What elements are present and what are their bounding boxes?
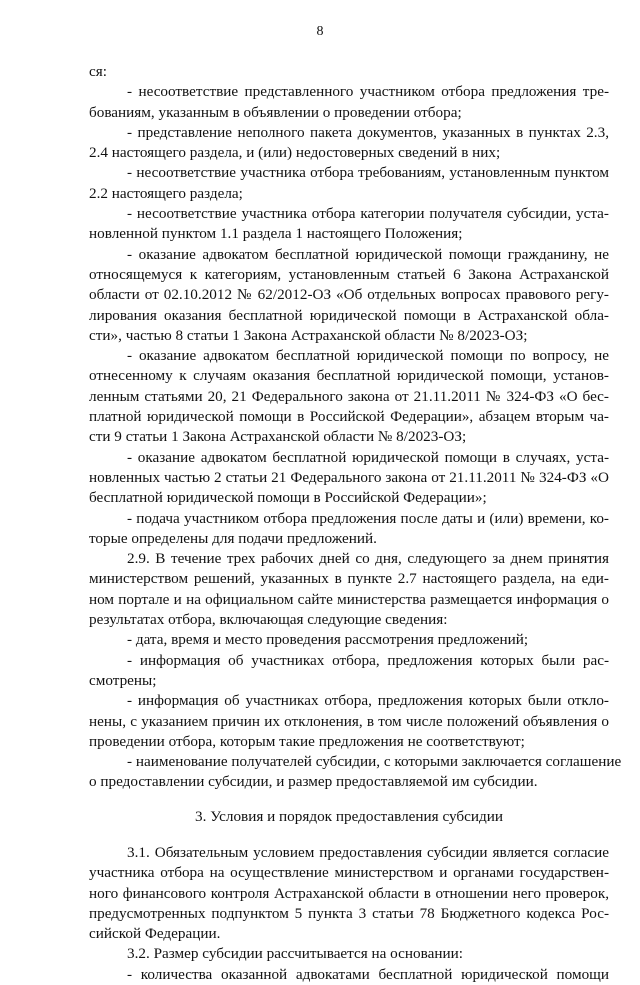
text-line: новленной пунктом 1.1 раздела 1 настоящего Положения; xyxy=(89,225,463,243)
text-line: лирования оказания бесплатной юридической помощи в Астраханской обла- xyxy=(89,306,609,324)
text-line: участника отбора на осуществление министерством и органами государствен- xyxy=(89,864,609,882)
text-line: проведении отбора, которым такие предложения не соответствуют; xyxy=(89,732,525,750)
text-line: - наименование получателей субсидии, с которыми заключается соглашение xyxy=(127,753,622,771)
text-line: бесплатной юридической помощи в Российской Федерации»; xyxy=(89,489,487,507)
text-line: ся: xyxy=(89,63,107,80)
page-number: 8 xyxy=(316,24,324,39)
text-line: сти», частью 8 статьи 1 Закона Астраханской области № 8/2023-ОЗ; xyxy=(89,326,528,344)
text-line: - несоответствие участника отбора категории получателя субсидии, уста- xyxy=(127,205,609,223)
text-line: результатах отбора, включающая следующие сведения: xyxy=(89,611,448,629)
text-line: - информация об участниках отбора, предложения которых были рас- xyxy=(127,651,609,669)
text-line: - оказание адвокатом бесплатной юридической помощи гражданину, не xyxy=(127,245,609,263)
text-line: платной юридической помощи в Российской Федерации», абзацем вторым ча- xyxy=(89,408,609,426)
text-line: - оказание адвокатом бесплатной юридической помощи по вопросу, не xyxy=(127,347,609,365)
text-line: 3.1. Обязательным условием предоставления субсидии является согласие xyxy=(127,843,609,861)
text-line: о предоставлении субсидии, и размер предоставляемой им субсидии. xyxy=(89,773,538,791)
text-line: - представление неполного пакета документов, указанных в пунктах 2.3, xyxy=(127,123,609,141)
text-line: ленным статьями 20, 21 Федерального закона от 21.11.2011 № 324-ФЗ «О бес- xyxy=(89,387,609,405)
text-line: ном портале и на официальном сайте министерства размещается информация о xyxy=(89,590,609,608)
text-line: - количества оказанной адвокатами бесплатной юридической помощи xyxy=(127,965,609,983)
text-line: бованиям, указанным в объявлении о проведении отбора; xyxy=(89,103,462,121)
text-line: предусмотренных подпунктом 5 пункта 3 статьи 78 Бюджетного кодекса Рос- xyxy=(89,904,609,922)
text-line: - информация об участниках отбора, предложения которых были откло- xyxy=(127,692,609,710)
text-line: 3.2. Размер субсидии рассчитывается на основании: xyxy=(127,945,463,963)
text-line: - несоответствие участника отбора требованиям, установленным пунктом xyxy=(127,164,609,182)
section-heading: 3. Условия и порядок предоставления субсидии xyxy=(195,807,503,825)
document-body xyxy=(89,62,622,985)
text-line: области от 02.10.2012 № 62/2012-ОЗ «Об отдельных вопросах правового регу- xyxy=(89,286,609,304)
text-line: 2.4 настоящего раздела, и (или) недостоверных сведений в них; xyxy=(89,144,501,162)
text-line: министерством решений, указанных в пункте 2.7 настоящего раздела, на еди- xyxy=(89,570,609,588)
text-line: сийской Федерации. xyxy=(89,925,221,943)
text-line: - несоответствие представленного участником отбора предложения тре- xyxy=(127,83,609,101)
text-line: 2.2 настоящего раздела; xyxy=(89,184,243,202)
text-line: отнесенному к случаям оказания бесплатной юридической помощи, установ- xyxy=(89,367,609,385)
text-line: новленных частью 2 статьи 21 Федерального закона от 21.11.2011 № 324-ФЗ «О xyxy=(89,468,609,486)
text-line: 2.9. В течение трех рабочих дней со дня, следующего за днем принятия xyxy=(127,550,609,568)
text-line: - подача участником отбора предложения после даты и (или) времени, ко- xyxy=(127,509,609,527)
text-line: - оказание адвокатом бесплатной юридической помощи в случаях, уста- xyxy=(127,448,609,466)
text-line: сти 9 статьи 1 Закона Астраханской области № 8/2023-ОЗ; xyxy=(89,428,467,446)
text-line: - дата, время и место проведения рассмотрения предложений; xyxy=(127,631,529,649)
text-line: смотрены; xyxy=(89,671,157,689)
text-line: относящемуся к категориям, установленным статьей 6 Закона Астраханской xyxy=(89,265,609,283)
text-line: нены, с указанием причин их отклонения, в том числе положений объявления о xyxy=(89,712,609,730)
text-line: ного финансового контроля Астраханской области в отношении него проверок, xyxy=(89,884,609,902)
text-line: торые определены для подачи предложений. xyxy=(89,529,377,547)
